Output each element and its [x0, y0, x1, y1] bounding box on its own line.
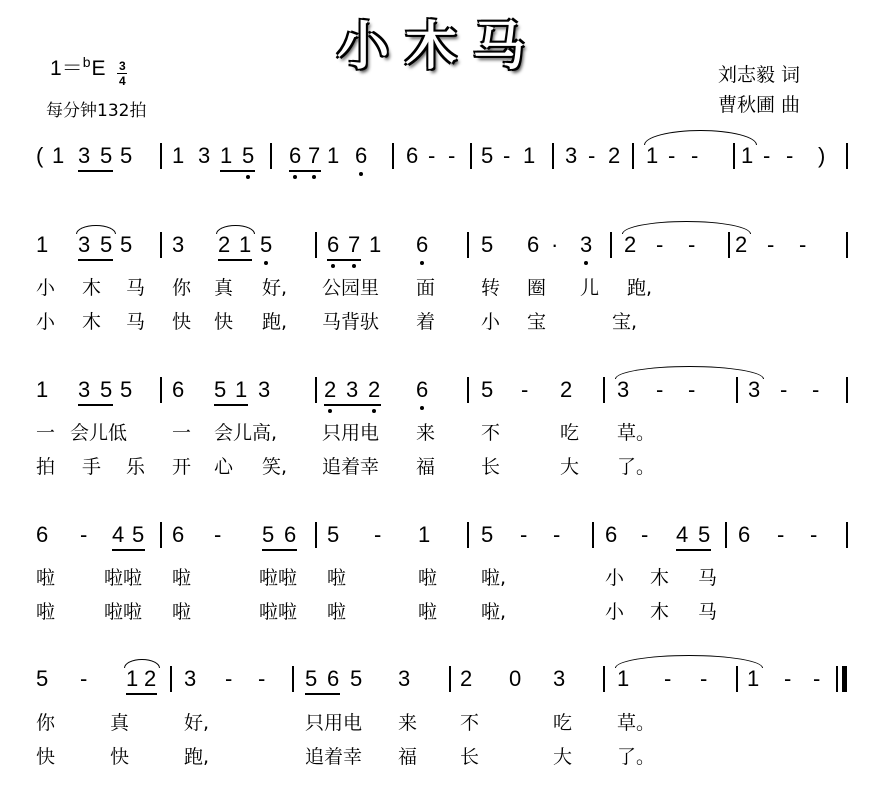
lyric-syllable: 会儿低: [70, 422, 128, 444]
note-number: 5: [481, 522, 494, 547]
final-barline-thin: [836, 666, 838, 692]
note-number: 1: [741, 143, 754, 168]
key-note: E: [91, 57, 106, 80]
note-number: 6: [172, 377, 185, 402]
barline: [170, 666, 172, 692]
barline: [315, 522, 317, 548]
dash-note: -: [588, 143, 596, 168]
barline: [603, 377, 605, 403]
lyric-syllable: 快: [110, 746, 130, 768]
dash-note: -: [553, 522, 561, 547]
barline: [632, 143, 634, 169]
lyric-syllable: 面: [416, 277, 436, 299]
lyric-syllable: 啦: [418, 601, 438, 623]
note-number: 1: [172, 143, 185, 168]
dash-note: -: [777, 522, 785, 547]
dash-note: -: [80, 666, 88, 691]
barline: [728, 232, 730, 258]
note-number: 3: [346, 377, 359, 402]
note-number: 1: [239, 232, 252, 257]
lyricist-credit: 刘志毅 词: [718, 64, 801, 86]
dash-note: -: [664, 666, 672, 691]
note-number: 3: [553, 666, 566, 691]
slur-arc: [76, 225, 116, 234]
dash-note: -: [810, 522, 818, 547]
barline: [603, 666, 605, 692]
beat-underline: [327, 259, 361, 261]
beat-underline: [305, 693, 340, 695]
dash-note: -: [225, 666, 233, 691]
note-number: 3: [565, 143, 578, 168]
note-number: 2: [324, 377, 337, 402]
lyric-syllable: 大: [560, 456, 580, 478]
note-number: 5: [260, 232, 273, 257]
key-prefix: 1＝: [50, 57, 83, 80]
song-title: 小木马: [336, 17, 541, 77]
note-number: 6: [738, 522, 751, 547]
lyric-syllable: 了。: [617, 746, 656, 768]
lyric-syllable: 木: [650, 567, 670, 589]
octave-dot-below: [246, 175, 250, 179]
note-number: 3: [617, 377, 630, 402]
time-signature: [117, 60, 127, 87]
dash-note: -: [428, 143, 436, 168]
dash-note: -: [691, 143, 699, 168]
augmentation-dot: ·: [551, 232, 559, 257]
dash-note: -: [668, 143, 676, 168]
note-number: 1: [126, 666, 139, 691]
note-number: 3: [398, 666, 411, 691]
dash-note: -: [448, 143, 456, 168]
lyric-syllable: 啦啦: [104, 567, 143, 589]
beat-underline: [78, 259, 113, 261]
note-number: 1: [235, 377, 248, 402]
lyric-syllable: 笑,: [262, 456, 288, 478]
note-number: 6: [355, 143, 368, 168]
note-number: 5: [242, 143, 255, 168]
note-number: 1: [617, 666, 630, 691]
barline: [449, 666, 451, 692]
note-number: 1: [747, 666, 760, 691]
repeat-paren: (: [36, 143, 44, 168]
note-number: 1: [220, 143, 233, 168]
dash-note: -: [784, 666, 792, 691]
octave-dot-below: [372, 409, 376, 413]
note-number: 5: [100, 143, 113, 168]
lyric-syllable: 啦: [418, 567, 438, 589]
dash-note: -: [520, 522, 528, 547]
slur-arc: [622, 221, 751, 234]
note-number: 2: [144, 666, 157, 691]
beat-underline: [220, 170, 255, 172]
lyric-syllable: 乐: [126, 456, 146, 478]
beat-underline: [126, 693, 157, 695]
lyric-syllable: 会儿高,: [214, 422, 278, 444]
dash-note: -: [813, 666, 821, 691]
note-number: 1: [52, 143, 65, 168]
barline: [315, 232, 317, 258]
note-number: 2: [608, 143, 621, 168]
lyric-syllable: 草。: [617, 422, 656, 444]
lyric-syllable: 大: [553, 746, 573, 768]
beat-underline: [78, 404, 113, 406]
lyric-syllable: 啦: [36, 567, 56, 589]
lyric-syllable: 开: [172, 456, 192, 478]
note-number: 5: [698, 522, 711, 547]
barline: [292, 666, 294, 692]
barline: [846, 377, 848, 403]
slur-arc: [216, 225, 255, 234]
octave-dot-below: [264, 261, 268, 265]
octave-dot-below: [420, 406, 424, 410]
barline: [470, 143, 472, 169]
slur-arc: [644, 130, 757, 145]
lyric-syllable: 木: [82, 311, 102, 333]
note-number: 2: [624, 232, 637, 257]
dash-note: -: [503, 143, 511, 168]
barline: [725, 522, 727, 548]
note-number: 5: [100, 232, 113, 257]
lyric-syllable: 啦: [172, 601, 192, 623]
lyric-syllable: 真: [214, 277, 234, 299]
dash-note: -: [780, 377, 788, 402]
barline: [592, 522, 594, 548]
lyric-syllable: 啦: [327, 601, 347, 623]
dash-note: -: [763, 143, 771, 168]
lyric-syllable: 心: [214, 456, 234, 478]
lyric-syllable: 不: [460, 712, 480, 734]
note-number: 6: [284, 522, 297, 547]
lyric-syllable: 木: [82, 277, 102, 299]
note-number: 6: [289, 143, 302, 168]
beat-underline: [324, 404, 381, 406]
beat-underline: [289, 170, 321, 172]
dash-note: -: [521, 377, 529, 402]
lyric-syllable: 好,: [184, 712, 210, 734]
dash-note: -: [641, 522, 649, 547]
lyric-syllable: 福: [398, 746, 418, 768]
final-barline-thick: [842, 666, 847, 692]
note-number: 5: [305, 666, 318, 691]
meter-bottom: 4: [119, 74, 126, 88]
dash-note: -: [656, 232, 664, 257]
note-number: 2: [460, 666, 473, 691]
lyric-syllable: 你: [36, 712, 56, 734]
note-number: 3: [184, 666, 197, 691]
tempo-marking: 每分钟132拍: [46, 101, 147, 121]
note-number: 1: [36, 232, 49, 257]
note-number: 6: [416, 377, 429, 402]
lyric-syllable: 快: [172, 311, 192, 333]
dash-note: -: [258, 666, 266, 691]
barline: [160, 232, 162, 258]
octave-dot-below: [584, 261, 588, 265]
lyric-syllable: 啦: [327, 567, 347, 589]
composer-credit: 曹秋圃 曲: [718, 94, 801, 116]
octave-dot-below: [420, 261, 424, 265]
octave-dot-below: [331, 264, 335, 268]
lyric-syllable: 马: [126, 311, 146, 333]
octave-dot-below: [312, 175, 316, 179]
dash-note: -: [656, 377, 664, 402]
lyric-syllable: 不: [481, 422, 501, 444]
note-number: 5: [481, 232, 494, 257]
beat-underline: [218, 259, 252, 261]
dash-note: -: [767, 232, 775, 257]
octave-dot-below: [328, 409, 332, 413]
barline: [160, 377, 162, 403]
note-number: 2: [218, 232, 231, 257]
lyric-syllable: 公园里: [322, 277, 380, 299]
note-number: 1: [369, 232, 382, 257]
lyric-syllable: 快: [214, 311, 234, 333]
barline: [846, 522, 848, 548]
lyric-syllable: 啦: [172, 567, 192, 589]
note-number: 2: [368, 377, 381, 402]
barline: [315, 377, 317, 403]
lyric-syllable: 来: [398, 712, 418, 734]
note-number: 3: [748, 377, 761, 402]
note-number: 1: [646, 143, 659, 168]
note-number: 5: [262, 522, 275, 547]
lyric-syllable: 跑,: [627, 277, 653, 299]
note-number: 3: [78, 232, 91, 257]
slur-arc: [124, 659, 160, 668]
barline: [552, 143, 554, 169]
slur-arc: [615, 366, 764, 379]
lyric-syllable: 啦啦: [259, 567, 298, 589]
note-number: 6: [327, 232, 340, 257]
barline: [467, 232, 469, 258]
note-number: 5: [350, 666, 363, 691]
beat-underline: [214, 404, 248, 406]
note-number: 5: [36, 666, 49, 691]
lyric-syllable: 手: [82, 456, 102, 478]
lyric-syllable: 长: [460, 746, 480, 768]
lyric-syllable: 追着幸: [305, 746, 363, 768]
octave-dot-below: [293, 175, 297, 179]
beat-underline: [262, 549, 297, 551]
dash-note: -: [700, 666, 708, 691]
dash-note: -: [799, 232, 807, 257]
beat-underline: [676, 549, 711, 551]
lyric-syllable: 马背驮: [322, 311, 380, 333]
lyric-syllable: 跑,: [184, 746, 210, 768]
dash-note: -: [688, 232, 696, 257]
barline: [160, 143, 162, 169]
lyric-syllable: 啦啦: [104, 601, 143, 623]
note-number: 6: [406, 143, 419, 168]
flat-sign: b: [82, 54, 91, 70]
note-number: 7: [348, 232, 361, 257]
note-number: 5: [214, 377, 227, 402]
lyric-syllable: 吃: [560, 422, 580, 444]
note-number: 3: [198, 143, 211, 168]
lyric-syllable: 马: [126, 277, 146, 299]
note-number: 5: [132, 522, 145, 547]
octave-dot-below: [352, 264, 356, 268]
lyric-syllable: 草。: [617, 712, 656, 734]
note-number: 0: [509, 666, 522, 691]
lyric-syllable: 小: [36, 311, 56, 333]
slur-arc: [615, 655, 763, 668]
lyric-syllable: 圈: [527, 277, 547, 299]
lyric-syllable: 吃: [553, 712, 573, 734]
barline: [467, 522, 469, 548]
barline: [846, 232, 848, 258]
barline: [467, 377, 469, 403]
barline: [270, 143, 272, 169]
barline: [736, 377, 738, 403]
barline: [736, 666, 738, 692]
lyric-syllable: 宝: [527, 311, 547, 333]
note-number: 2: [560, 377, 573, 402]
octave-dot-below: [359, 172, 363, 176]
note-number: 3: [580, 232, 593, 257]
lyric-syllable: 儿: [580, 277, 600, 299]
lyric-syllable: 一: [172, 422, 192, 444]
lyric-syllable: 小: [481, 311, 501, 333]
note-number: 2: [735, 232, 748, 257]
note-number: 4: [676, 522, 689, 547]
lyric-syllable: 好,: [262, 277, 288, 299]
note-number: 3: [172, 232, 185, 257]
dash-note: -: [786, 143, 794, 168]
lyric-syllable: 福: [416, 456, 436, 478]
lyric-syllable: 来: [416, 422, 436, 444]
note-number: 6: [327, 666, 340, 691]
lyric-syllable: 了。: [617, 456, 656, 478]
note-number: 5: [100, 377, 113, 402]
barline: [610, 232, 612, 258]
note-number: 3: [78, 377, 91, 402]
lyric-syllable: 追着幸: [322, 456, 380, 478]
dash-note: -: [80, 522, 88, 547]
lyric-syllable: 着: [416, 311, 436, 333]
note-number: 5: [120, 143, 133, 168]
note-number: 1: [36, 377, 49, 402]
lyric-syllable: 快: [36, 746, 56, 768]
dash-note: -: [812, 377, 820, 402]
lyric-syllable: 宝,: [612, 311, 638, 333]
note-number: 5: [120, 232, 133, 257]
meter-top: 3: [119, 59, 126, 73]
note-number: 5: [327, 522, 340, 547]
note-number: 6: [172, 522, 185, 547]
repeat-paren: ): [818, 143, 826, 168]
note-number: 1: [327, 143, 340, 168]
lyric-syllable: 木: [650, 601, 670, 623]
lyric-syllable: 马: [698, 567, 718, 589]
lyric-syllable: 一: [36, 422, 56, 444]
lyric-syllable: 只用电: [322, 422, 380, 444]
barline: [846, 143, 848, 169]
note-number: 4: [112, 522, 125, 547]
barline: [733, 143, 735, 169]
dash-note: -: [374, 522, 382, 547]
lyric-syllable: 小: [36, 277, 56, 299]
dash-note: -: [688, 377, 696, 402]
note-number: 3: [258, 377, 271, 402]
note-number: 7: [308, 143, 321, 168]
note-number: 6: [416, 232, 429, 257]
note-number: 5: [481, 377, 494, 402]
lyric-syllable: 啦啦: [259, 601, 298, 623]
lyric-syllable: 啦: [36, 601, 56, 623]
barline: [392, 143, 394, 169]
note-number: 5: [481, 143, 494, 168]
key-signature: [50, 52, 127, 87]
note-number: 3: [78, 143, 91, 168]
note-number: 6: [527, 232, 540, 257]
note-number: 1: [523, 143, 536, 168]
lyric-syllable: 啦,: [481, 601, 507, 623]
lyric-syllable: 小: [605, 601, 625, 623]
lyric-syllable: 真: [110, 712, 130, 734]
dash-note: -: [214, 522, 222, 547]
note-number: 5: [120, 377, 133, 402]
note-number: 6: [36, 522, 49, 547]
lyric-syllable: 长: [481, 456, 501, 478]
lyric-syllable: 只用电: [305, 712, 363, 734]
beat-underline: [78, 170, 113, 172]
barline: [160, 522, 162, 548]
beat-underline: [112, 549, 145, 551]
lyric-syllable: 你: [172, 277, 192, 299]
lyric-syllable: 转: [481, 277, 501, 299]
lyric-syllable: 跑,: [262, 311, 288, 333]
note-number: 1: [418, 522, 431, 547]
lyric-syllable: 啦,: [481, 567, 507, 589]
lyric-syllable: 小: [605, 567, 625, 589]
note-number: 6: [605, 522, 618, 547]
lyric-syllable: 马: [698, 601, 718, 623]
lyric-syllable: 拍: [36, 456, 56, 478]
